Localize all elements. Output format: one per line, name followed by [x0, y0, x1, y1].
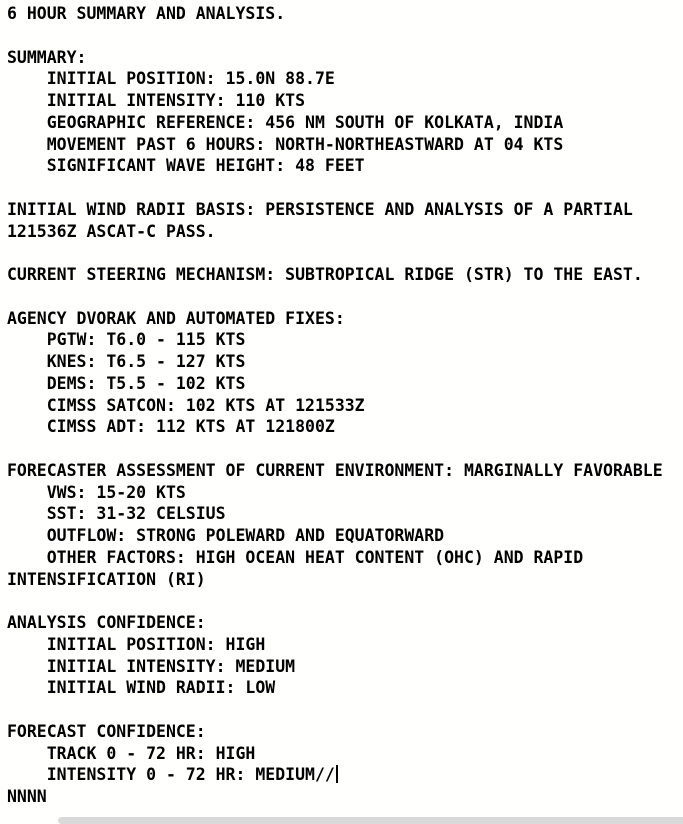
text-line: 6 HOUR SUMMARY AND ANALYSIS.: [7, 4, 286, 23]
text-line: PGTW: T6.0 - 115 KTS: [7, 330, 246, 350]
text-line: FORECAST CONFIDENCE:: [7, 721, 206, 741]
text-line: CIMSS SATCON: 102 KTS AT 121533Z: [7, 395, 365, 415]
text-line: [7, 438, 683, 460]
text-line: SUMMARY:: [7, 47, 87, 67]
text-line: INITIAL INTENSITY: MEDIUM: [7, 656, 296, 676]
text-line: INITIAL INTENSITY: 110 KTS: [7, 91, 306, 110]
text-line: FORECASTER ASSESSMENT OF CURRENT ENVIRONMENT: MARGINALLY FAVORABLE: [7, 460, 663, 480]
text-line: VWS: 15-20 KTS: [7, 482, 186, 502]
text-line: OTHER FACTORS: HIGH OCEAN HEAT CONTENT (OHC) AND RAPID: [7, 547, 584, 567]
text-line: OUTFLOW: STRONG POLEWARD AND EQUATORWARD: [7, 526, 445, 545]
text-line: INITIAL WIND RADII BASIS: PERSISTENCE AND ANALYSIS OF A PARTIAL: [7, 199, 633, 219]
text-line: INITIAL POSITION: HIGH: [7, 634, 266, 654]
text-line: INTENSIFICATION (RI): [7, 569, 206, 589]
text-line: AGENCY DVORAK AND AUTOMATED FIXES:: [7, 308, 345, 328]
text-line: NNNN: [7, 787, 47, 806]
text-line: [7, 177, 683, 199]
text-line: GEOGRAPHIC REFERENCE: 456 NM SOUTH OF KOLKATA, INDIA: [7, 112, 564, 132]
text-line: TRACK 0 - 72 HR: HIGH: [7, 743, 256, 763]
bulletin-text[interactable]: [7, 3, 683, 810]
text-line: [7, 242, 683, 264]
text-line: INITIAL WIND RADII: LOW: [7, 678, 276, 698]
text-line: [7, 590, 683, 612]
text-line: MOVEMENT PAST 6 HOURS: NORTH-NORTHEASTWARD AT 04 KTS: [7, 134, 564, 154]
text-line: DEMS: T5.5 - 102 KTS: [7, 373, 246, 393]
text-line: SIGNIFICANT WAVE HEIGHT: 48 FEET: [7, 156, 365, 176]
text-line: KNES: T6.5 - 127 KTS: [7, 352, 246, 371]
text-line: SST: 31-32 CELSIUS: [7, 504, 226, 524]
text-line: INITIAL POSITION: 15.0N 88.7E: [7, 69, 335, 89]
text-line: CURRENT STEERING MECHANISM: SUBTROPICAL RIDGE (STR) TO THE EAST.: [7, 265, 643, 284]
text-cursor: [336, 765, 338, 783]
text-line: 121536Z ASCAT-C PASS.: [7, 221, 216, 241]
text-line: CIMSS ADT: 112 KTS AT 121800Z: [7, 417, 335, 437]
text-line: [7, 699, 683, 721]
text-line: ANALYSIS CONFIDENCE:: [7, 613, 206, 632]
text-line: [7, 286, 683, 308]
text-line: [7, 25, 683, 47]
text-line: INTENSITY 0 - 72 HR: MEDIUM//: [7, 764, 683, 786]
horizontal-scrollbar[interactable]: [58, 817, 683, 824]
